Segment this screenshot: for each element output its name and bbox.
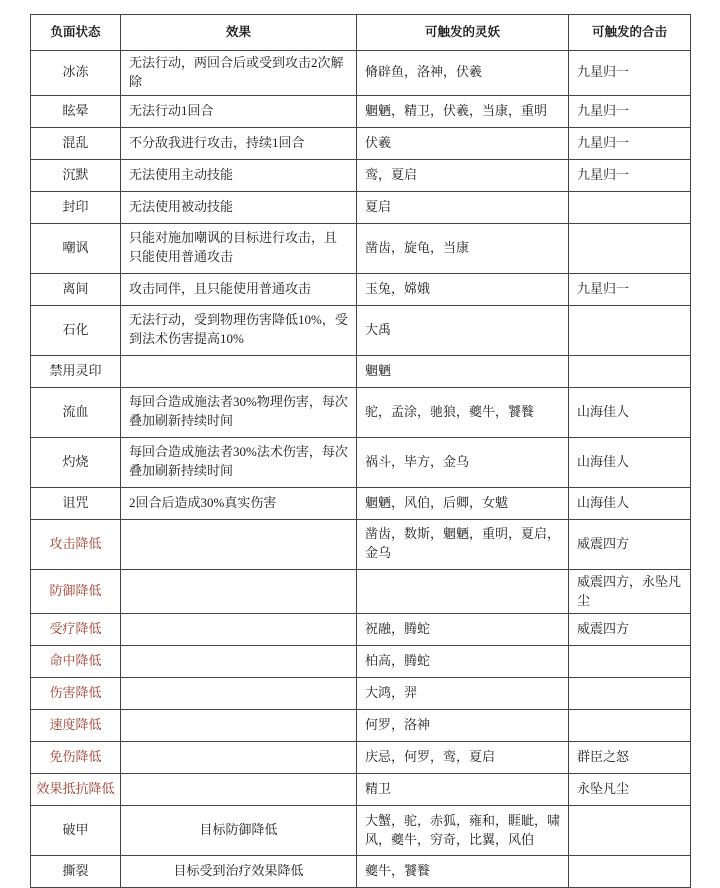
spirits-cell xyxy=(357,569,569,614)
state-cell: 冰冻 xyxy=(31,51,121,96)
table-row xyxy=(31,159,691,191)
table-row xyxy=(31,742,691,774)
effect-cell xyxy=(121,710,357,742)
table-row xyxy=(31,273,691,305)
spirits-cell: 大蟹，驼，赤狐，雍和，睚眦，啸风，夔牛，穷奇，比翼，风伯 xyxy=(357,806,569,856)
table-row xyxy=(31,614,691,646)
state-cell: 诅咒 xyxy=(31,487,121,519)
effect-cell xyxy=(121,519,357,569)
combo-cell: 永坠凡尘 xyxy=(569,774,691,806)
combo-cell xyxy=(569,191,691,223)
spirits-cell: 伏羲 xyxy=(357,127,569,159)
table-row xyxy=(31,51,691,96)
combo-cell: 九星归一 xyxy=(569,95,691,127)
table-row xyxy=(31,127,691,159)
effect-cell: 不分敌我进行攻击，持续1回合 xyxy=(121,127,357,159)
table-row xyxy=(31,191,691,223)
state-cell: 受疗降低 xyxy=(31,614,121,646)
effect-cell: 攻击同伴，且只能使用普通攻击 xyxy=(121,273,357,305)
spirits-cell: 柏高，腾蛇 xyxy=(357,646,569,678)
combo-cell xyxy=(569,305,691,355)
spirits-cell: 魍魉，精卫，伏羲，当康，重明 xyxy=(357,95,569,127)
combo-cell: 威震四方 xyxy=(569,614,691,646)
combo-cell xyxy=(569,355,691,387)
combo-cell: 威震四方，永坠凡尘 xyxy=(569,569,691,614)
state-cell: 伤害降低 xyxy=(31,678,121,710)
column-header-0: 负面状态 xyxy=(31,15,121,51)
state-cell: 攻击降低 xyxy=(31,519,121,569)
effect-cell: 目标受到治疗效果降低 xyxy=(121,856,357,888)
effect-cell xyxy=(121,742,357,774)
combo-cell xyxy=(569,646,691,678)
spirits-cell: 庆忌，何罗，鸾，夏启 xyxy=(357,742,569,774)
effect-cell xyxy=(121,614,357,646)
state-cell: 混乱 xyxy=(31,127,121,159)
effect-cell: 无法行动，两回合后或受到攻击2次解除 xyxy=(121,51,357,96)
table-row xyxy=(31,355,691,387)
effect-cell xyxy=(121,774,357,806)
state-cell: 眩晕 xyxy=(31,95,121,127)
spirits-cell: 大禹 xyxy=(357,305,569,355)
state-cell: 撕裂 xyxy=(31,856,121,888)
spirits-cell: 大鸿，羿 xyxy=(357,678,569,710)
spirits-cell: 祸斗，毕方，金乌 xyxy=(357,437,569,487)
combo-cell: 九星归一 xyxy=(569,127,691,159)
status-effect-table xyxy=(30,14,691,888)
combo-cell: 山海佳人 xyxy=(569,387,691,437)
table-row xyxy=(31,710,691,742)
combo-cell xyxy=(569,856,691,888)
table-row xyxy=(31,806,691,856)
table-row xyxy=(31,305,691,355)
combo-cell xyxy=(569,223,691,273)
effect-cell: 无法使用被动技能 xyxy=(121,191,357,223)
combo-cell xyxy=(569,806,691,856)
effect-cell: 无法行动1回合 xyxy=(121,95,357,127)
state-cell: 命中降低 xyxy=(31,646,121,678)
spirits-cell: 脩辟鱼，洛神，伏羲 xyxy=(357,51,569,96)
combo-cell: 威震四方 xyxy=(569,519,691,569)
state-cell: 禁用灵印 xyxy=(31,355,121,387)
spirits-cell: 何罗，洛神 xyxy=(357,710,569,742)
spirits-cell: 玉兔，嫦娥 xyxy=(357,273,569,305)
combo-cell: 九星归一 xyxy=(569,51,691,96)
table-row xyxy=(31,437,691,487)
spirits-cell: 祝融，腾蛇 xyxy=(357,614,569,646)
spirits-cell: 精卫 xyxy=(357,774,569,806)
table-row xyxy=(31,774,691,806)
effect-cell: 每回合造成施法者30%物理伤害，每次叠加刷新持续时间 xyxy=(121,387,357,437)
state-cell: 防御降低 xyxy=(31,569,121,614)
state-cell: 免伤降低 xyxy=(31,742,121,774)
effect-cell: 2回合后造成30%真实伤害 xyxy=(121,487,357,519)
combo-cell: 山海佳人 xyxy=(569,487,691,519)
state-cell: 灼烧 xyxy=(31,437,121,487)
combo-cell xyxy=(569,710,691,742)
table-row xyxy=(31,95,691,127)
spirits-cell: 驼，孟涂，驰狼，夔牛，饕餮 xyxy=(357,387,569,437)
column-header-1: 效果 xyxy=(121,15,357,51)
state-cell: 嘲讽 xyxy=(31,223,121,273)
spirits-cell: 夔牛，饕餮 xyxy=(357,856,569,888)
spirits-cell: 魍魉 xyxy=(357,355,569,387)
spirits-cell: 鸾，夏启 xyxy=(357,159,569,191)
effect-cell: 只能对施加嘲讽的目标进行攻击，且只能使用普通攻击 xyxy=(121,223,357,273)
spirits-cell: 夏启 xyxy=(357,191,569,223)
effect-cell xyxy=(121,569,357,614)
state-cell: 破甲 xyxy=(31,806,121,856)
column-header-2: 可触发的灵妖 xyxy=(357,15,569,51)
spirits-cell: 凿齿，数斯，魍魉，重明，夏启，金乌 xyxy=(357,519,569,569)
table-row xyxy=(31,646,691,678)
combo-cell: 九星归一 xyxy=(569,273,691,305)
header-row xyxy=(31,15,691,51)
spirits-cell: 凿齿，旋龟，当康 xyxy=(357,223,569,273)
table-row xyxy=(31,678,691,710)
table-body xyxy=(31,51,691,888)
combo-cell: 山海佳人 xyxy=(569,437,691,487)
spirits-cell: 魍魉，风伯，后卿，女魃 xyxy=(357,487,569,519)
effect-cell xyxy=(121,646,357,678)
table-row xyxy=(31,569,691,614)
combo-cell: 群臣之怒 xyxy=(569,742,691,774)
state-cell: 封印 xyxy=(31,191,121,223)
state-cell: 沉默 xyxy=(31,159,121,191)
combo-cell xyxy=(569,678,691,710)
combo-cell: 九星归一 xyxy=(569,159,691,191)
column-header-3: 可触发的合击 xyxy=(569,15,691,51)
table-row xyxy=(31,223,691,273)
state-cell: 流血 xyxy=(31,387,121,437)
effect-cell: 无法使用主动技能 xyxy=(121,159,357,191)
table-row xyxy=(31,487,691,519)
effect-cell xyxy=(121,355,357,387)
table-row xyxy=(31,856,691,888)
effect-cell: 无法行动，受到物理伤害降低10%，受到法术伤害提高10% xyxy=(121,305,357,355)
effect-cell: 每回合造成施法者30%法术伤害，每次叠加刷新持续时间 xyxy=(121,437,357,487)
table-row xyxy=(31,387,691,437)
table-row xyxy=(31,519,691,569)
state-cell: 石化 xyxy=(31,305,121,355)
table-header xyxy=(31,15,691,51)
effect-cell xyxy=(121,678,357,710)
state-cell: 离间 xyxy=(31,273,121,305)
effect-cell: 目标防御降低 xyxy=(121,806,357,856)
state-cell: 效果抵抗降低 xyxy=(31,774,121,806)
state-cell: 速度降低 xyxy=(31,710,121,742)
